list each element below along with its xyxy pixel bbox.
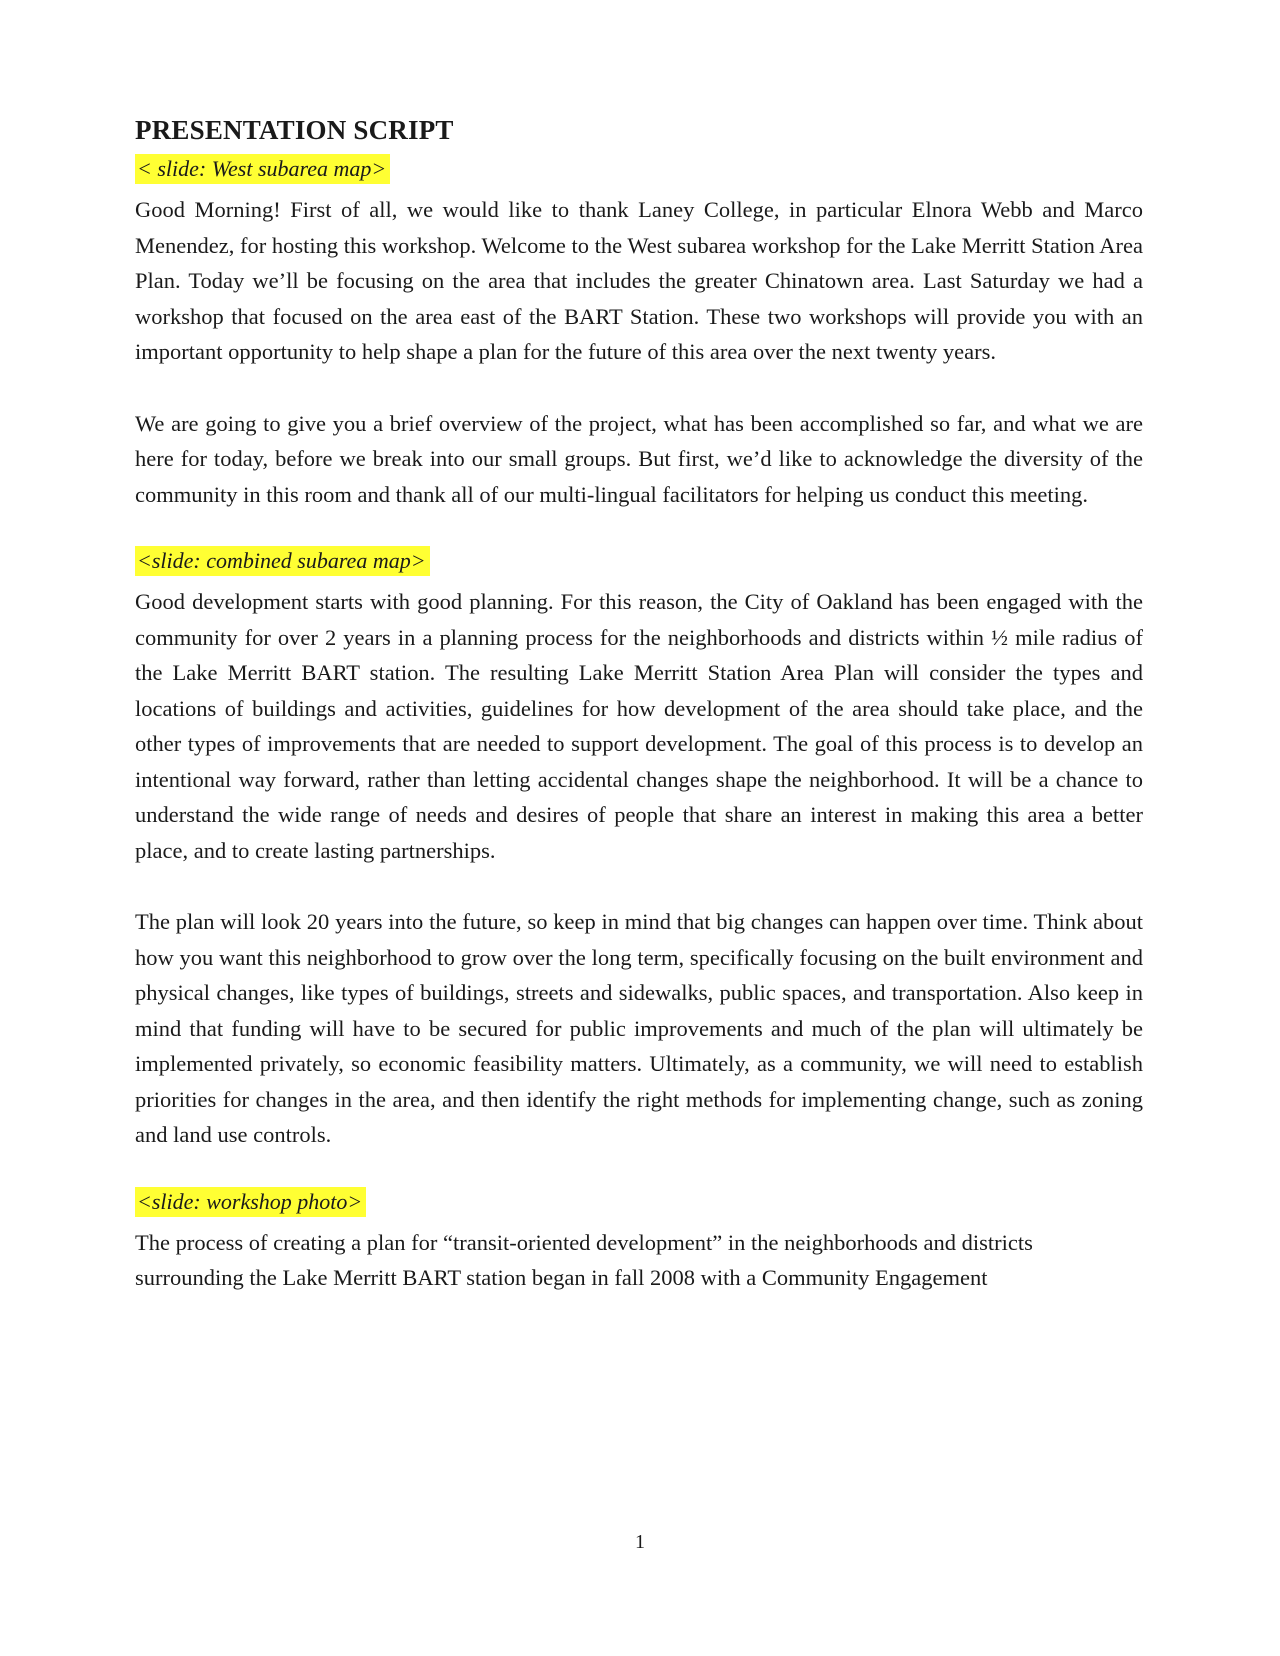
section-combined-subarea <box>135 546 1143 1153</box>
section-west-subarea <box>135 154 1143 512</box>
page-number: 1 <box>635 1531 645 1553</box>
paragraph-good-development: Good development starts with good planning. For this reason, the City of Oakland has been engaged with the community for over 2 years in a planning process for the neighborhoods and districts within ½ mile radius of the Lake Merritt BART station. The resulting Lake Merritt Station Area Plan will consider the types and locations of buildings and activities, guidelines for how development of the area should take place, and the other types of improvements that are needed to support development. The goal of this process is to develop an intentional way forward, rather than letting accidental changes shape the neighborhood. It will be a chance to understand the wide range of needs and desires of people that share an interest in making this area a better place, and to create lasting partnerships. <box>135 589 1143 863</box>
slide-cue-workshop-photo: <slide: workshop photo> <box>135 1187 366 1217</box>
slide-cue-combined-subarea-map: <slide: combined subarea map> <box>135 546 430 576</box>
paragraph-overview: We are going to give you a brief overview of the project, what has been accomplished so far, and what we are here for today, before we break into our small groups. But first, we’d like to acknowledge the diversity of the community in this room and thank all of our multi-lingual facilitators for helping us conduct this meeting. <box>135 410 1143 507</box>
section-workshop-photo <box>135 1187 1143 1296</box>
document-title: PRESENTATION SCRIPT <box>135 115 454 145</box>
document-body <box>135 112 1143 1296</box>
paragraph-process: The process of creating a plan for “transit-oriented development” in the neighborhoods and districts surrounding the Lake Merritt BART station began in fall 2008 with a Community Engagement <box>135 1229 1033 1290</box>
paragraph-twenty-years: The plan will look 20 years into the future, so keep in mind that big changes can happen over time. Think about how you want this neighborhood to grow over the long term, specifically focusing on the built environment and physical changes, like types of buildings, streets and sidewalks, public spaces, and transportation. Also keep in mind that funding will have to be secured for public improvements and much of the plan will ultimately be implemented privately, so economic feasibility matters. Ultimately, as a community, we will need to establish priorities for changes in the area, and then identify the right methods for implementing change, such as zoning and land use controls. <box>135 909 1143 1147</box>
paragraph-welcome: Good Morning! First of all, we would like to thank Laney College, in particular Elnora Webb and Marco Menendez, for hosting this workshop. Welcome to the West subarea workshop for the Lake Merritt Station Area Plan. Today we’ll be focusing on the area that includes the greater Chinatown area. Last Saturday we had a workshop that focused on the area east of the BART Station. These two workshops will provide you with an important opportunity to help shape a plan for the future of this area over the next twenty years. <box>135 197 1143 364</box>
slide-cue-west-subarea-map: < slide: West subarea map> <box>135 154 390 184</box>
